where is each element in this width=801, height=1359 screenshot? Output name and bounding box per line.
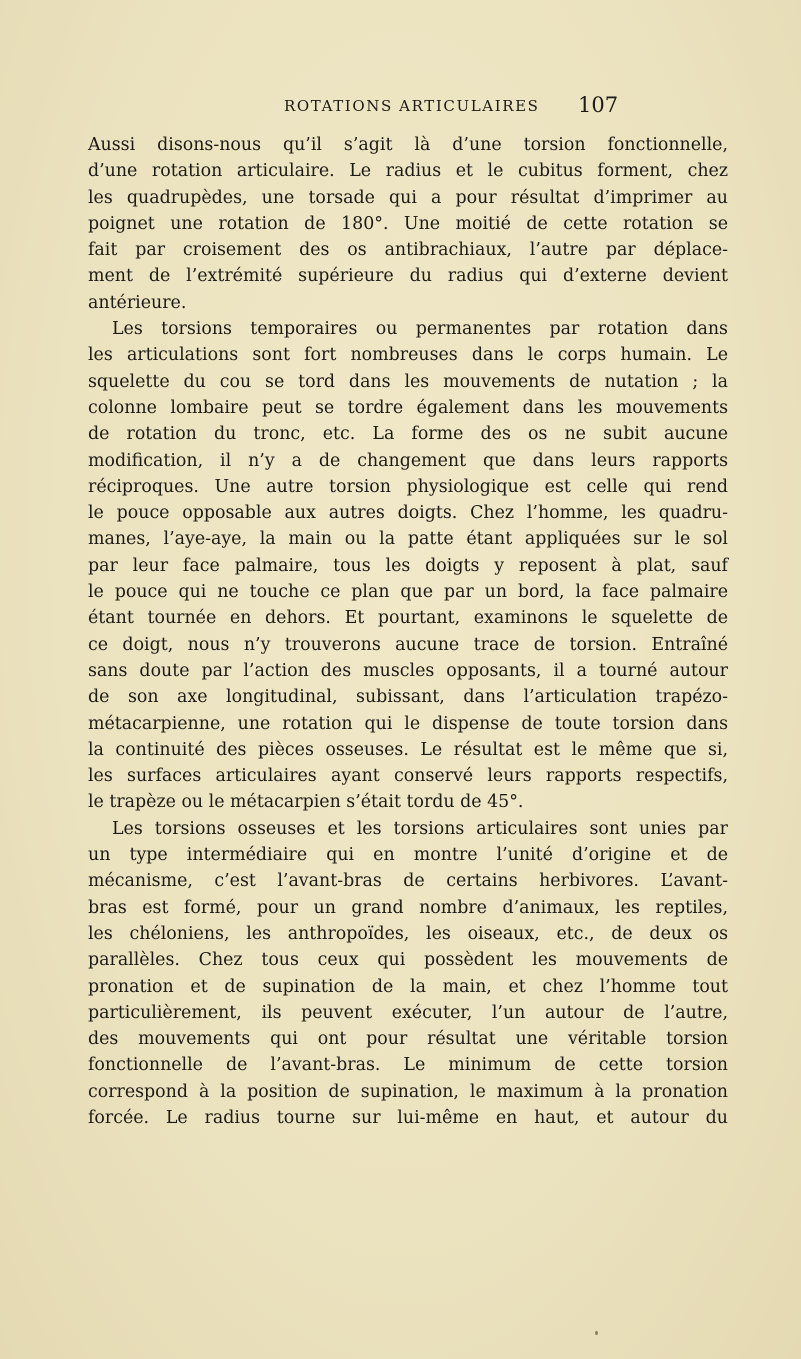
text-line: la continuité des pièces osseuses. Le résultat est le même que si, — [88, 739, 728, 760]
text-line: le pouce qui ne touche ce plan que par un bord, la face palmaire — [88, 582, 728, 603]
text-line: antérieure. — [88, 292, 187, 313]
text-line: par leur face palmaire, tous les doigts y reposent à plat, sauf — [88, 555, 728, 576]
text-line: un type intermédiaire qui en montre l’unité d’origine et de — [88, 845, 728, 866]
text-line: Aussi disons-nous qu’il s’agit là d’une torsion fonctionnelle, — [88, 135, 728, 155]
text-line: correspond à la position de supination, le maximum à la pronation — [88, 1081, 728, 1102]
text-line: ce doigt, nous n’y trouverons aucune trace de torsion. Entraîné — [88, 634, 728, 655]
text-line: mécanisme, c’est l’avant-bras de certains herbivores. L’avant- — [88, 871, 728, 892]
paragraph-start-line: Les torsions osseuses et les torsions articulaires sont unies par — [112, 818, 728, 839]
text-line: fait par croisement des os antibrachiaux, l’autre par déplace- — [88, 240, 728, 261]
text-line: les articulations sont fort nombreuses dans le corps humain. Le — [88, 345, 728, 366]
text-line: des mouvements qui ont pour résultat une véritable torsion — [88, 1029, 728, 1050]
text-line: les surfaces articulaires ayant conservé leurs rapports respectifs, — [88, 766, 728, 787]
text-line: métacarpienne, une rotation qui le dispense de toute torsion dans — [88, 713, 728, 734]
text-line: de rotation du tronc, etc. La forme des os ne subit aucune — [88, 424, 728, 445]
text-line: squelette du cou se tord dans les mouvements de nutation ; la — [88, 371, 728, 392]
text-line: parallèles. Chez tous ceux qui possèdent les mouvements de — [88, 950, 728, 971]
text-line: d’une rotation articulaire. Le radius et le cubitus forment, chez — [88, 161, 728, 182]
text-line: de son axe longitudinal, subissant, dans l’articulation trapézo- — [88, 687, 728, 708]
body-text — [88, 132, 728, 1131]
text-line: les chéloniens, les anthropoïdes, les oiseaux, etc., de deux os — [88, 923, 728, 944]
paper-speck — [595, 1331, 598, 1335]
text-line: ment de l’extrémité supérieure du radius qui d’externe devient — [88, 266, 728, 287]
text-line: colonne lombaire peut se tordre également dans les mouvements — [88, 397, 728, 418]
paragraph-start-line: Les torsions temporaires ou permanentes par rotation dans — [112, 319, 728, 340]
text-line: les quadrupèdes, une torsade qui a pour résultat d’imprimer au — [88, 187, 728, 208]
text-line: étant tournée en dehors. Et pourtant, examinons le squelette de — [88, 608, 728, 629]
text-line: réciproques. Une autre torsion physiologique est celle qui rend — [88, 476, 728, 497]
text-line: le trapèze ou le métacarpien s’était tordu de 45°. — [88, 792, 524, 813]
text-line: bras est formé, pour un grand nombre d’animaux, les reptiles, — [88, 897, 728, 918]
text-line: le pouce opposable aux autres doigts. Chez l’homme, les quadru- — [88, 503, 728, 524]
running-title: ROTATIONS ARTICULAIRES — [284, 97, 540, 115]
text-line: fonctionnelle de l’avant-bras. Le minimum de cette torsion — [88, 1055, 728, 1076]
text-line: forcée. Le radius tourne sur lui-même en haut, et autour du — [88, 1107, 728, 1128]
text-line: sans doute par l’action des muscles opposants, il a tourné autour — [88, 660, 728, 681]
text-line: particulièrement, ils peuvent exécuter, l’un autour de l’autre, — [88, 1002, 728, 1023]
page-number: 107 — [578, 93, 619, 117]
running-head — [0, 93, 801, 121]
text-line: manes, l’aye-aye, la main ou la patte étant appliquées sur le sol — [88, 529, 728, 550]
text-line: poignet une rotation de 180°. Une moitié de cette rotation se — [88, 213, 728, 234]
text-line: modification, il n’y a de changement que dans leurs rapports — [88, 450, 728, 471]
text-line: pronation et de supination de la main, et chez l’homme tout — [88, 976, 728, 997]
